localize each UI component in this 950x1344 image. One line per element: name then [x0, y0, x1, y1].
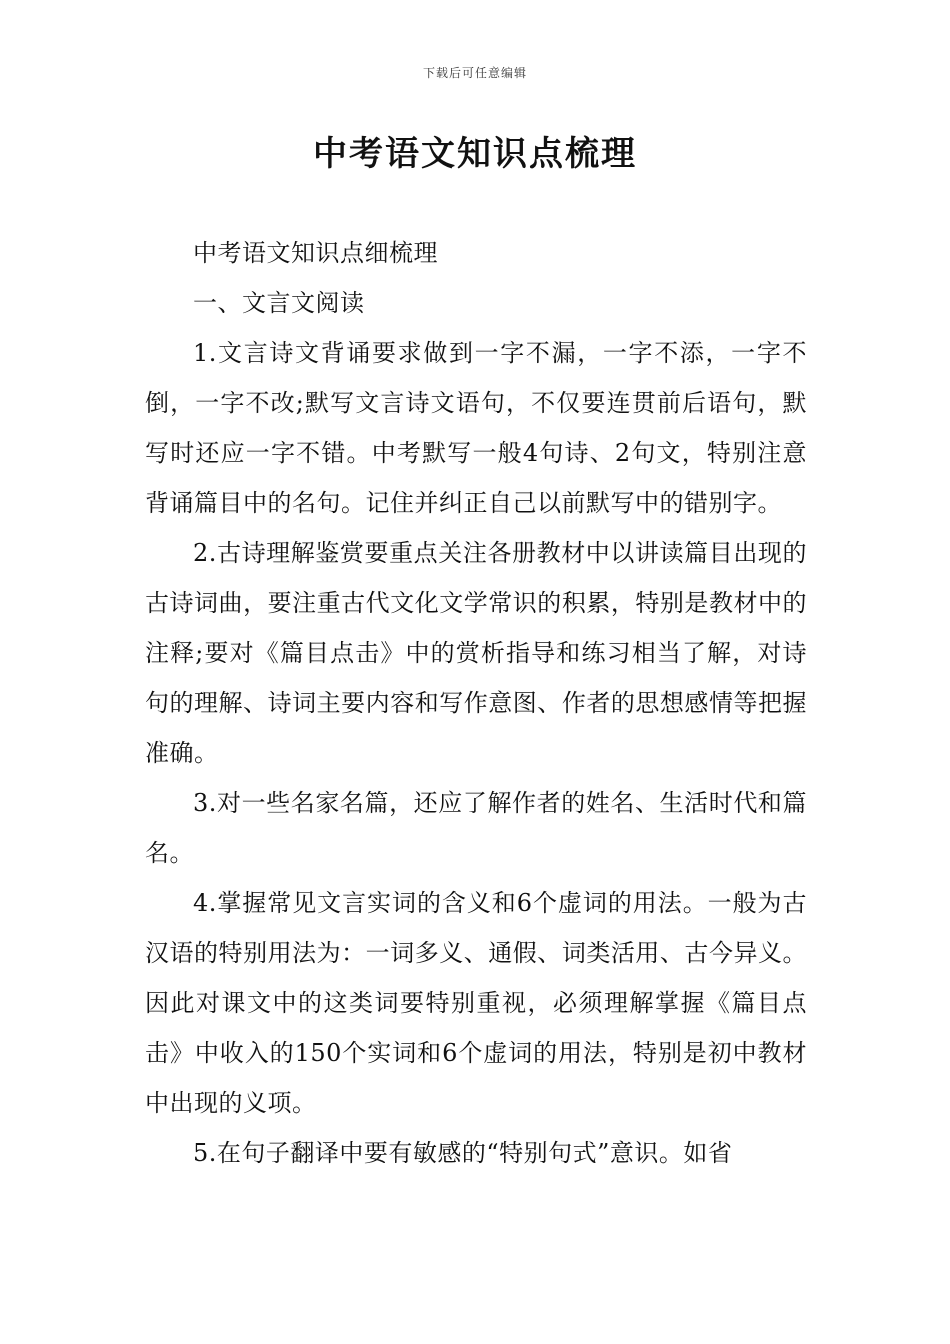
document-body — [145, 228, 807, 1178]
paragraph-2: 2.古诗理解鉴赏要重点关注各册教材中以讲读篇目出现的古诗词曲，要注重古代文化文学常识的积累，特别是教材中的注释;要对《篇目点击》中的赏析指导和练习相当了解，对诗句的理解、诗词主要内容和写作意图、作者的思想感情等把握准确。 — [145, 539, 807, 767]
section-heading: 一、文言文阅读 — [193, 289, 365, 317]
document-subtitle: 中考语文知识点细梳理 — [193, 239, 438, 267]
page-header-note: 下载后可任意编辑 — [422, 66, 527, 80]
paragraph-1: 1.文言诗文背诵要求做到一字不漏，一字不添，一字不倒，一字不改;默写文言诗文语句，不仅要连贯前后语句，默写时还应一字不错。中考默写一般4句诗、2句文，特别注意背诵篇目中的名句。记住并纠正自己以前默写中的错别字。 — [145, 339, 807, 517]
paragraph-3: 3.对一些名家名篇，还应了解作者的姓名、生活时代和篇名。 — [145, 789, 807, 867]
document-title: 中考语文知识点梳理 — [313, 134, 637, 174]
paragraph-4: 4.掌握常见文言实词的含义和6个虚词的用法。一般为古汉语的特别用法为：一词多义、通假、词类活用、古今异义。因此对课文中的这类词要特别重视，必须理解掌握《篇目点击》中收入的150个实词和6个虚词的用法，特别是初中教材中出现的义项。 — [145, 889, 807, 1117]
paragraph-5: 5.在句子翻译中要有敏感的“特别句式”意识。如省 — [193, 1139, 733, 1167]
